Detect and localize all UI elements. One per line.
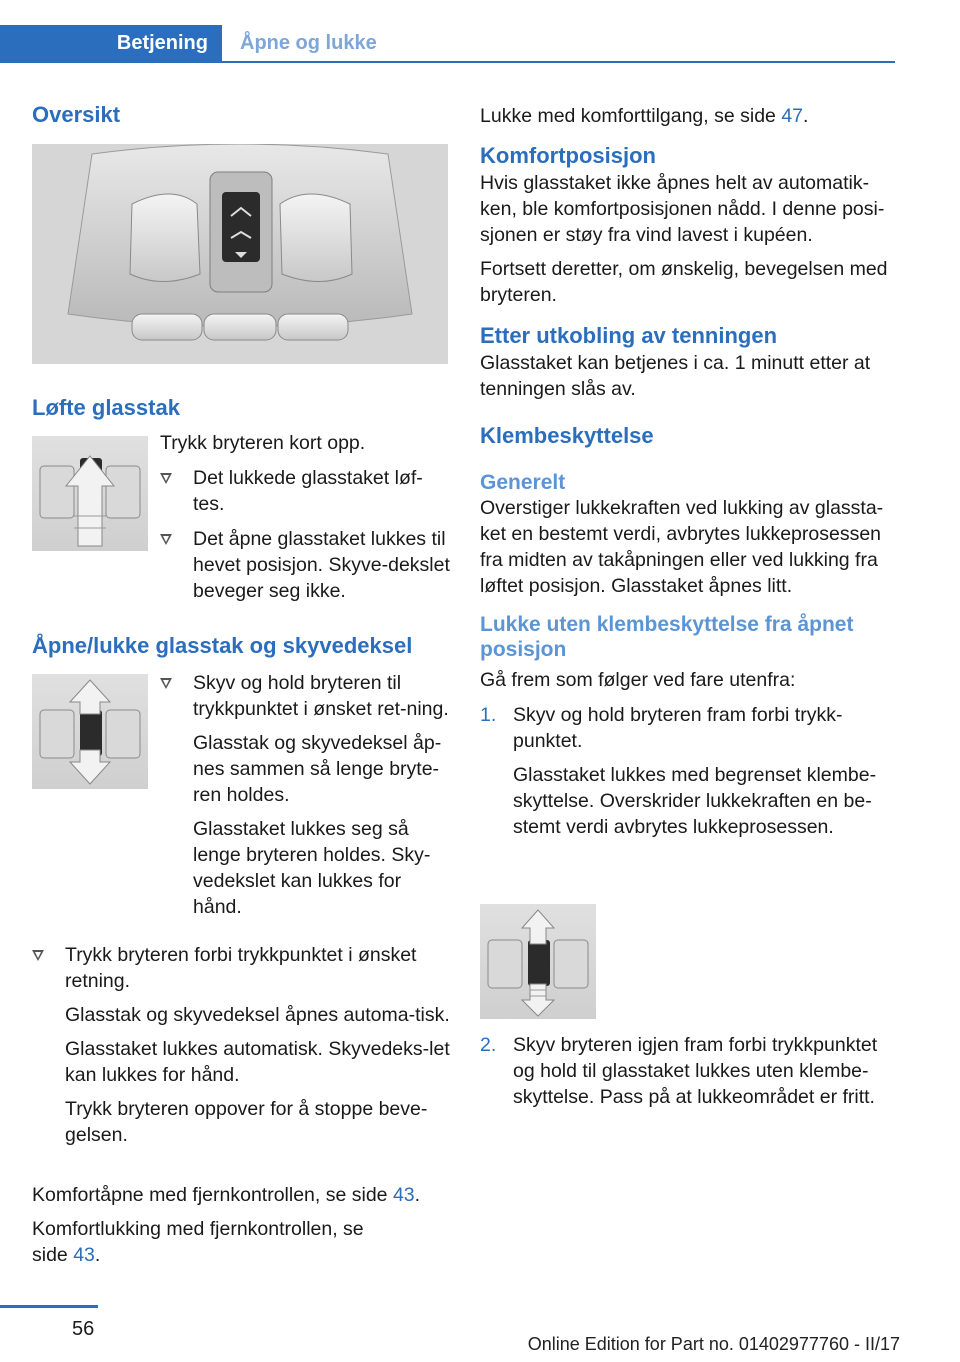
generelt-p: Overstiger lukkekraften ved lukking av glassta-ket en bestemt verdi, avbrytes lukkeprosessen fra midten av takåpningen eller ved lukking fra løftet posisjon. Glasstaket åpnes litt. [480, 497, 884, 597]
lukke-komfort-text: Lukke med komforttilgang, se side [480, 105, 782, 127]
apne-heading: Åpne/lukke glasstak og skyvedeksel [32, 633, 413, 658]
switch-forward-illustration [480, 904, 596, 1019]
remote-close-page-link[interactable]: 43 [73, 1244, 95, 1266]
overview-console-photo [32, 144, 448, 364]
apne-item-1-sub2: Glasstaket lukkes seg så lenge bryteren holdes. Sky-vedekslet kan lukkes for hånd. [193, 818, 431, 918]
step-2-main: Skyv bryteren igjen fram forbi trykkpunktet og hold til glasstaket lukkes uten klembe-skyttelse. Pass på at lukkeområdet er fritt. [513, 1034, 878, 1108]
etter-p: Glasstaket kan betjenes i ca. 1 minutt etter at tenningen slås av. [480, 352, 871, 400]
console-illustration [32, 144, 448, 364]
lofte-text [160, 430, 450, 604]
lofte-heading: Løfte glasstak [32, 395, 180, 420]
apne-item-2-sub1: Glasstak og skyvedeksel åpnes automa-tisk. [65, 1004, 450, 1026]
lukke-komfort-ref: Lukke med komforttilgang, se side 47. [480, 105, 809, 127]
triangle-bullet-icon [160, 473, 172, 484]
left-column [32, 101, 450, 129]
lofte-intro: Trykk bryteren kort opp. [160, 432, 366, 454]
lofte-item-1 [160, 465, 450, 517]
komfort-p2: Fortsett deretter, om ønskelig, bevegelsen med bryteren. [480, 258, 888, 306]
apne-item-1-list [160, 670, 450, 920]
lukke-uten-heading: Lukke uten klembeskyttelse fra åpnet posisjon [480, 613, 854, 661]
remote-open-text: Komfortåpne med fjernkontrollen, se side [32, 1184, 393, 1206]
step-1 [480, 702, 900, 840]
step-2 [480, 1032, 900, 1110]
step-1-sub: Glasstaket lukkes med begrenset klembe-skyttelse. Overskrider lukkekraften en be-stemt verdi avbrytes lukkeprosessen. [513, 764, 877, 838]
header-tabbar [0, 25, 895, 63]
apne-item-1-sub1: Glasstak og skyvedeksel åp-nes sammen så lenge bryte-ren holdes. [193, 732, 442, 806]
triangle-bullet-icon [32, 950, 44, 961]
komfort-heading: Komfortposisjon [480, 143, 656, 168]
remote-refs [32, 1182, 450, 1268]
apne-item-2-main: Trykk bryteren forbi trykkpunktet i ønsket retning. [65, 944, 417, 992]
apne-item-1 [160, 670, 450, 920]
klembe-heading: Klembeskyttelse [480, 423, 654, 448]
switch-updown-illustration [32, 674, 148, 789]
remote-close-ref: Komfortlukking med fjernkontrollen, se side 43. [32, 1218, 364, 1266]
apne-item-2-list [32, 942, 450, 1148]
switch-up-illustration [32, 436, 148, 551]
komfort-p1: Hvis glasstaket ikke åpnes helt av automatik-ken, ble komfortposisjonen nådd. I denne posi-sjonen er støy fra vind lavest i kupéen. [480, 172, 885, 246]
step1-switch-image [480, 904, 596, 1019]
lofte-switch-image [32, 436, 148, 551]
page-number: 56 [72, 1318, 95, 1340]
remote-open-page-link[interactable]: 43 [392, 1184, 415, 1206]
tab-apne-og-lukke[interactable]: Åpne og lukke [240, 32, 377, 54]
step-2-wrap [480, 1032, 900, 1110]
lofte-item-2-text: Det åpne glasstaket lukkes til hevet posisjon. Skyve-dekslet beveger seg ikke. [193, 528, 450, 602]
apne-item-2 [32, 942, 450, 1148]
generelt-heading: Generelt [480, 471, 566, 494]
remote-open-ref: Komfortåpne med fjernkontrollen, se side 43. [32, 1184, 421, 1206]
step-1-number: 1. [480, 704, 497, 726]
footer-rule [0, 1305, 98, 1308]
lukke-uten-intro: Gå frem som følger ved fare utenfra: [480, 669, 796, 691]
lofte-section [32, 394, 450, 422]
tab-betjening[interactable]: Betjening [0, 25, 222, 61]
lofte-item-1-text: Det lukkede glasstaket løf-tes. [193, 467, 423, 515]
step-2-number: 2. [480, 1034, 497, 1056]
triangle-bullet-icon [160, 678, 172, 689]
apne-item-2-sub2: Glasstaket lukkes automatisk. Skyvedeks-let kan lukkes for hånd. [65, 1038, 450, 1086]
edition-text: Online Edition for Part no. 01402977760 - II/17 [527, 1334, 900, 1354]
triangle-bullet-icon [160, 534, 172, 545]
lukke-komfort-page-link[interactable]: 47 [781, 105, 804, 127]
step-1-main: Skyv og hold bryteren fram forbi trykk-punktet. [513, 704, 843, 752]
right-column [480, 103, 900, 840]
remote-close-text: Komfortlukking med fjernkontrollen, se side [32, 1218, 364, 1266]
apne-item-1-main: Skyv og hold bryteren til trykkpunktet i ønsket ret-ning. [193, 672, 449, 720]
apne-switch-image [32, 674, 148, 789]
apne-section [32, 632, 450, 660]
oversikt-heading: Oversikt [32, 102, 121, 127]
apne-item-2-sub3: Trykk bryteren oppover for å stoppe beve-gelsen. [65, 1098, 428, 1146]
etter-heading: Etter utkobling av tenningen [480, 323, 778, 348]
lofte-item-2 [160, 526, 450, 604]
